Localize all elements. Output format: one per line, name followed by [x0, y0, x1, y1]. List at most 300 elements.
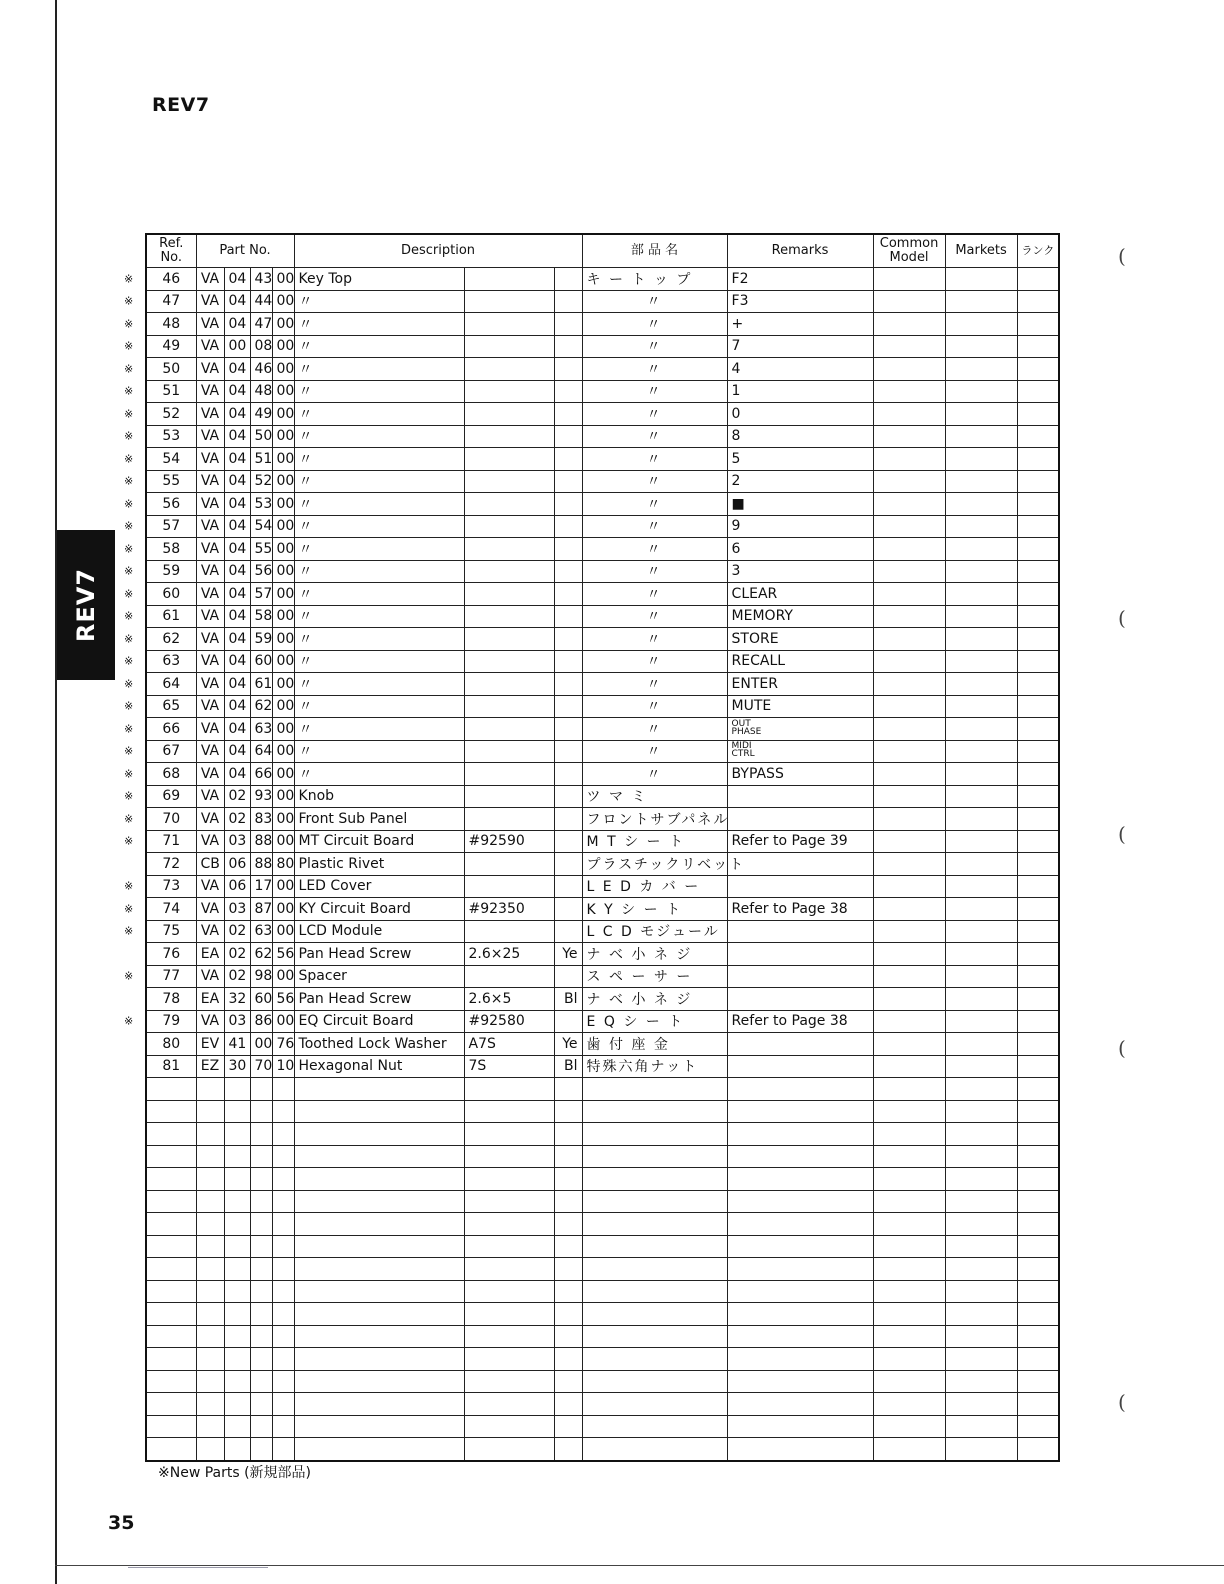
spec-cell: A7S — [464, 1033, 554, 1056]
empty-cell — [250, 1303, 272, 1326]
empty-cell — [250, 1123, 272, 1146]
empty-cell — [945, 1325, 1017, 1348]
markets-cell — [945, 583, 1017, 606]
empty-cell — [146, 1280, 196, 1303]
part-no-segment: 04 — [224, 425, 250, 448]
empty-cell — [554, 1123, 582, 1146]
empty-cell — [464, 1258, 554, 1281]
ref-no-cell — [124, 898, 196, 921]
table-row — [146, 560, 1059, 583]
part-no-segment: 00 — [272, 313, 294, 336]
empty-cell — [272, 1415, 294, 1438]
rank-cell — [1017, 313, 1059, 336]
ref-no-cell — [124, 785, 196, 808]
empty-cell — [873, 1190, 945, 1213]
empty-cell — [250, 1325, 272, 1348]
remarks-cell — [727, 313, 873, 336]
part-no-segment: 04 — [224, 268, 250, 291]
rank-cell — [1017, 943, 1059, 966]
jp-name-cell: 〃 — [582, 448, 727, 471]
table-row — [146, 290, 1059, 313]
remarks-text: 5 — [731, 450, 741, 467]
empty-cell — [554, 1370, 582, 1393]
rank-cell — [1017, 695, 1059, 718]
remarks-cell — [727, 898, 873, 921]
spec-suffix-cell — [554, 695, 582, 718]
rank-cell — [1017, 808, 1059, 831]
ref-no: 62 — [162, 630, 181, 647]
empty-cell — [727, 1190, 873, 1213]
empty-cell — [945, 1100, 1017, 1123]
jp-name-cell: 〃 — [582, 583, 727, 606]
spec-suffix-cell — [554, 290, 582, 313]
part-no-segment: 63 — [250, 920, 272, 943]
empty-cell — [196, 1370, 224, 1393]
rank-cell — [1017, 1055, 1059, 1078]
jp-name-cell: 〃 — [582, 740, 727, 763]
part-no-segment: 98 — [250, 965, 272, 988]
ref-no-cell — [124, 695, 196, 718]
new-part-mark: ※ — [124, 362, 134, 376]
empty-cell — [146, 1213, 196, 1236]
part-no-segment: 00 — [272, 403, 294, 426]
empty-cell — [464, 1438, 554, 1461]
ref-no: 68 — [162, 765, 181, 782]
empty-cell — [146, 1393, 196, 1416]
jp-name-cell: L C D モジュール — [582, 920, 727, 943]
margin-paren-mark: ( — [1118, 244, 1126, 268]
spec-suffix-cell: Bl — [554, 988, 582, 1011]
spec-cell — [464, 380, 554, 403]
ref-no-cell — [124, 538, 196, 561]
empty-cell — [294, 1325, 464, 1348]
ref-no-cell — [124, 313, 196, 336]
spec-cell — [464, 965, 554, 988]
empty-cell — [224, 1078, 250, 1101]
empty-cell — [582, 1190, 727, 1213]
part-no-segment: VA — [196, 560, 224, 583]
remarks-cell — [727, 830, 873, 853]
new-part-mark: ※ — [124, 564, 134, 578]
markets-cell — [945, 1055, 1017, 1078]
new-part-mark: ※ — [124, 924, 134, 938]
empty-cell — [464, 1325, 554, 1348]
remarks-cell — [727, 335, 873, 358]
empty-cell — [727, 1393, 873, 1416]
common-model-cell — [873, 538, 945, 561]
part-no-segment: 83 — [250, 808, 272, 831]
part-no-segment: VA — [196, 740, 224, 763]
remarks-text: F3 — [731, 293, 749, 310]
part-no-segment: VA — [196, 335, 224, 358]
empty-cell — [196, 1348, 224, 1371]
ref-no: 69 — [162, 788, 181, 805]
empty-cell — [727, 1438, 873, 1461]
markets-cell — [945, 538, 1017, 561]
part-no-segment: EV — [196, 1033, 224, 1056]
remarks-text: Refer to Page 38 — [731, 1013, 848, 1030]
empty-cell — [873, 1438, 945, 1461]
markets-cell — [945, 673, 1017, 696]
part-no-segment: 00 — [272, 673, 294, 696]
table-row — [146, 673, 1059, 696]
part-no-segment: 30 — [224, 1055, 250, 1078]
markets-cell — [945, 965, 1017, 988]
remarks-cell — [727, 875, 873, 898]
empty-cell — [464, 1393, 554, 1416]
part-no-segment: 04 — [224, 290, 250, 313]
remarks-text: 6 — [731, 540, 741, 557]
remarks-cell — [727, 785, 873, 808]
remarks-cell — [727, 650, 873, 673]
spec-suffix-cell: Ye — [554, 1033, 582, 1056]
spec-suffix-cell — [554, 560, 582, 583]
remarks-text: MUTE — [731, 698, 772, 715]
empty-cell — [146, 1235, 196, 1258]
table-row — [146, 740, 1059, 763]
empty-cell — [873, 1393, 945, 1416]
markets-cell — [945, 493, 1017, 516]
rank-cell — [1017, 403, 1059, 426]
new-part-mark: ※ — [124, 699, 134, 713]
spec-cell — [464, 650, 554, 673]
rank-cell — [1017, 875, 1059, 898]
part-no-segment: 04 — [224, 313, 250, 336]
description-cell: Front Sub Panel — [294, 808, 464, 831]
empty-cell — [272, 1280, 294, 1303]
empty-cell — [727, 1258, 873, 1281]
part-no-segment: 00 — [224, 335, 250, 358]
part-no-segment: 03 — [224, 1010, 250, 1033]
part-no-segment: 00 — [272, 740, 294, 763]
markets-cell — [945, 898, 1017, 921]
new-part-mark: ※ — [124, 789, 134, 803]
ref-no-cell — [124, 335, 196, 358]
rank-cell — [1017, 898, 1059, 921]
new-part-mark: ※ — [124, 429, 134, 443]
empty-cell — [945, 1370, 1017, 1393]
empty-row — [146, 1078, 1059, 1101]
part-no-segment: 04 — [224, 718, 250, 741]
empty-cell — [146, 1078, 196, 1101]
jp-name-cell: ナ ベ 小 ネ ジ — [582, 943, 727, 966]
rank-cell — [1017, 583, 1059, 606]
common-model-cell — [873, 650, 945, 673]
empty-cell — [582, 1348, 727, 1371]
empty-cell — [250, 1280, 272, 1303]
new-part-mark: ※ — [124, 519, 134, 533]
part-no-segment: 32 — [224, 988, 250, 1011]
part-no-segment: 00 — [272, 830, 294, 853]
table-header-row — [146, 234, 1059, 268]
empty-cell — [554, 1393, 582, 1416]
rank-cell — [1017, 628, 1059, 651]
empty-cell — [945, 1415, 1017, 1438]
part-no-segment: 06 — [224, 853, 250, 876]
remarks-cell — [727, 403, 873, 426]
empty-cell — [146, 1438, 196, 1461]
new-part-mark: ※ — [124, 834, 134, 848]
spec-cell — [464, 538, 554, 561]
part-no-segment: 00 — [272, 560, 294, 583]
remarks-text: ■ — [731, 495, 745, 512]
part-no-segment: 00 — [272, 425, 294, 448]
footnote: ※New Parts (新規部品) — [158, 1465, 312, 1481]
empty-cell — [146, 1258, 196, 1281]
jp-name-cell: 〃 — [582, 425, 727, 448]
jp-name-cell: キ ー ト ッ プ — [582, 268, 727, 291]
page-number: 35 — [108, 1512, 135, 1534]
remarks-text: F2 — [731, 270, 749, 287]
part-no-segment: 06 — [224, 875, 250, 898]
new-part-mark: ※ — [124, 767, 134, 781]
jp-name-cell: 〃 — [582, 290, 727, 313]
empty-cell — [727, 1303, 873, 1326]
part-no-segment: 04 — [224, 403, 250, 426]
table-row — [146, 830, 1059, 853]
margin-paren-mark: ( — [1118, 606, 1126, 630]
spec-suffix-cell — [554, 830, 582, 853]
spec-cell — [464, 695, 554, 718]
part-no-segment: VA — [196, 380, 224, 403]
markets-cell — [945, 695, 1017, 718]
markets-cell — [945, 718, 1017, 741]
markets-cell — [945, 628, 1017, 651]
empty-row — [146, 1393, 1059, 1416]
spec-suffix-cell — [554, 448, 582, 471]
spec-suffix-cell — [554, 763, 582, 786]
remarks-text: 8 — [731, 428, 741, 445]
spec-suffix-cell: Bl — [554, 1055, 582, 1078]
empty-cell — [1017, 1145, 1059, 1168]
common-model-cell — [873, 628, 945, 651]
empty-cell — [945, 1190, 1017, 1213]
empty-cell — [1017, 1438, 1059, 1461]
spec-suffix-cell — [554, 808, 582, 831]
table-row — [146, 1033, 1059, 1056]
empty-cell — [873, 1235, 945, 1258]
part-no-segment: VA — [196, 313, 224, 336]
common-model-cell — [873, 470, 945, 493]
description-cell: 〃 — [294, 493, 464, 516]
empty-cell — [873, 1303, 945, 1326]
spec-suffix-cell — [554, 403, 582, 426]
remarks-cell — [727, 853, 873, 876]
part-no-segment: 60 — [250, 988, 272, 1011]
spec-cell — [464, 763, 554, 786]
jp-name-cell: L E D カ バ ー — [582, 875, 727, 898]
part-no-segment: 00 — [272, 268, 294, 291]
rank-cell — [1017, 538, 1059, 561]
col-ref-no: Ref. No. — [146, 234, 196, 268]
part-no-segment: 00 — [272, 380, 294, 403]
spec-suffix-cell — [554, 425, 582, 448]
markets-cell — [945, 1033, 1017, 1056]
empty-cell — [146, 1145, 196, 1168]
spec-suffix-cell — [554, 358, 582, 381]
ref-no: 77 — [162, 968, 181, 985]
markets-cell — [945, 515, 1017, 538]
part-no-segment: 00 — [272, 763, 294, 786]
spec-suffix-cell — [554, 628, 582, 651]
part-no-segment: 88 — [250, 830, 272, 853]
spec-suffix-cell — [554, 898, 582, 921]
empty-cell — [196, 1123, 224, 1146]
empty-cell — [272, 1393, 294, 1416]
remarks-text: + — [731, 315, 744, 332]
markets-cell — [945, 650, 1017, 673]
description-cell: Key Top — [294, 268, 464, 291]
empty-cell — [250, 1190, 272, 1213]
empty-cell — [945, 1438, 1017, 1461]
remarks-text: OUT PHASE — [731, 718, 762, 737]
part-no-segment: 70 — [250, 1055, 272, 1078]
common-model-cell — [873, 358, 945, 381]
empty-cell — [250, 1235, 272, 1258]
ref-no-cell — [146, 1033, 196, 1056]
empty-cell — [224, 1370, 250, 1393]
spec-suffix-cell — [554, 673, 582, 696]
empty-cell — [294, 1145, 464, 1168]
ref-no: 60 — [162, 585, 181, 602]
empty-cell — [1017, 1370, 1059, 1393]
ref-no: 50 — [162, 360, 181, 377]
description-cell: Plastic Rivet — [294, 853, 464, 876]
page-title: REV7 — [152, 94, 210, 116]
jp-name-cell: 〃 — [582, 605, 727, 628]
empty-cell — [554, 1168, 582, 1191]
part-no-segment: 66 — [250, 763, 272, 786]
remarks-text: ENTER — [731, 675, 778, 692]
remarks-cell — [727, 1010, 873, 1033]
empty-cell — [272, 1168, 294, 1191]
spec-cell — [464, 673, 554, 696]
empty-cell — [146, 1100, 196, 1123]
empty-cell — [464, 1280, 554, 1303]
part-no-segment: VA — [196, 493, 224, 516]
empty-cell — [250, 1213, 272, 1236]
table-row — [146, 920, 1059, 943]
ref-no-cell — [146, 853, 196, 876]
empty-cell — [945, 1348, 1017, 1371]
empty-cell — [727, 1348, 873, 1371]
empty-row — [146, 1325, 1059, 1348]
ref-no-cell — [124, 515, 196, 538]
remarks-text: 1 — [731, 383, 741, 400]
empty-cell — [272, 1258, 294, 1281]
empty-cell — [224, 1393, 250, 1416]
common-model-cell — [873, 965, 945, 988]
markets-cell — [945, 470, 1017, 493]
empty-cell — [464, 1213, 554, 1236]
common-model-cell — [873, 335, 945, 358]
parts-table — [124, 233, 1060, 1462]
rank-cell — [1017, 425, 1059, 448]
new-part-mark: ※ — [124, 317, 134, 331]
part-no-segment: VA — [196, 695, 224, 718]
empty-cell — [250, 1258, 272, 1281]
new-part-mark: ※ — [124, 474, 134, 488]
empty-row — [146, 1145, 1059, 1168]
margin-paren-mark: ( — [1118, 822, 1126, 846]
rank-cell — [1017, 650, 1059, 673]
empty-cell — [945, 1213, 1017, 1236]
part-no-segment: EA — [196, 988, 224, 1011]
part-no-segment: VA — [196, 470, 224, 493]
empty-cell — [224, 1415, 250, 1438]
table-row — [146, 425, 1059, 448]
ref-no-cell — [124, 290, 196, 313]
remarks-text: 9 — [731, 518, 741, 535]
table-row — [146, 763, 1059, 786]
empty-cell — [873, 1168, 945, 1191]
part-no-segment: VA — [196, 628, 224, 651]
empty-cell — [196, 1415, 224, 1438]
remarks-text: 4 — [731, 360, 741, 377]
empty-cell — [554, 1100, 582, 1123]
ref-no: 70 — [162, 810, 181, 827]
table-row — [146, 515, 1059, 538]
empty-cell — [464, 1123, 554, 1146]
remarks-cell — [727, 965, 873, 988]
description-cell: 〃 — [294, 470, 464, 493]
empty-cell — [464, 1145, 554, 1168]
ref-no: 54 — [162, 450, 181, 467]
ref-no-cell — [146, 1055, 196, 1078]
empty-cell — [1017, 1123, 1059, 1146]
spec-cell — [464, 335, 554, 358]
empty-cell — [294, 1348, 464, 1371]
ref-no: 55 — [162, 473, 181, 490]
part-no-segment: 56 — [272, 988, 294, 1011]
jp-name-cell: 〃 — [582, 515, 727, 538]
markets-cell — [945, 335, 1017, 358]
empty-cell — [582, 1123, 727, 1146]
empty-cell — [727, 1168, 873, 1191]
remarks-text: 7 — [731, 338, 741, 355]
spec-suffix-cell — [554, 380, 582, 403]
new-part-mark: ※ — [124, 744, 134, 758]
spec-cell — [464, 448, 554, 471]
ref-no: 64 — [162, 675, 181, 692]
empty-cell — [224, 1348, 250, 1371]
new-part-mark: ※ — [124, 407, 134, 421]
part-no-segment: 04 — [224, 583, 250, 606]
empty-cell — [294, 1438, 464, 1461]
empty-cell — [1017, 1415, 1059, 1438]
empty-cell — [224, 1100, 250, 1123]
empty-cell — [554, 1145, 582, 1168]
jp-name-cell: 〃 — [582, 493, 727, 516]
ref-no: 61 — [162, 608, 181, 625]
empty-cell — [146, 1415, 196, 1438]
empty-cell — [582, 1325, 727, 1348]
empty-cell — [146, 1123, 196, 1146]
rank-cell — [1017, 560, 1059, 583]
ref-no: 57 — [162, 518, 181, 535]
markets-cell — [945, 740, 1017, 763]
empty-cell — [873, 1123, 945, 1146]
part-no-segment: 00 — [272, 898, 294, 921]
table-row — [146, 650, 1059, 673]
empty-cell — [1017, 1235, 1059, 1258]
spec-cell — [464, 290, 554, 313]
table-row — [146, 380, 1059, 403]
spec-cell: 2.6×5 — [464, 988, 554, 1011]
description-cell: 〃 — [294, 358, 464, 381]
empty-cell — [196, 1145, 224, 1168]
part-no-segment: 00 — [272, 808, 294, 831]
